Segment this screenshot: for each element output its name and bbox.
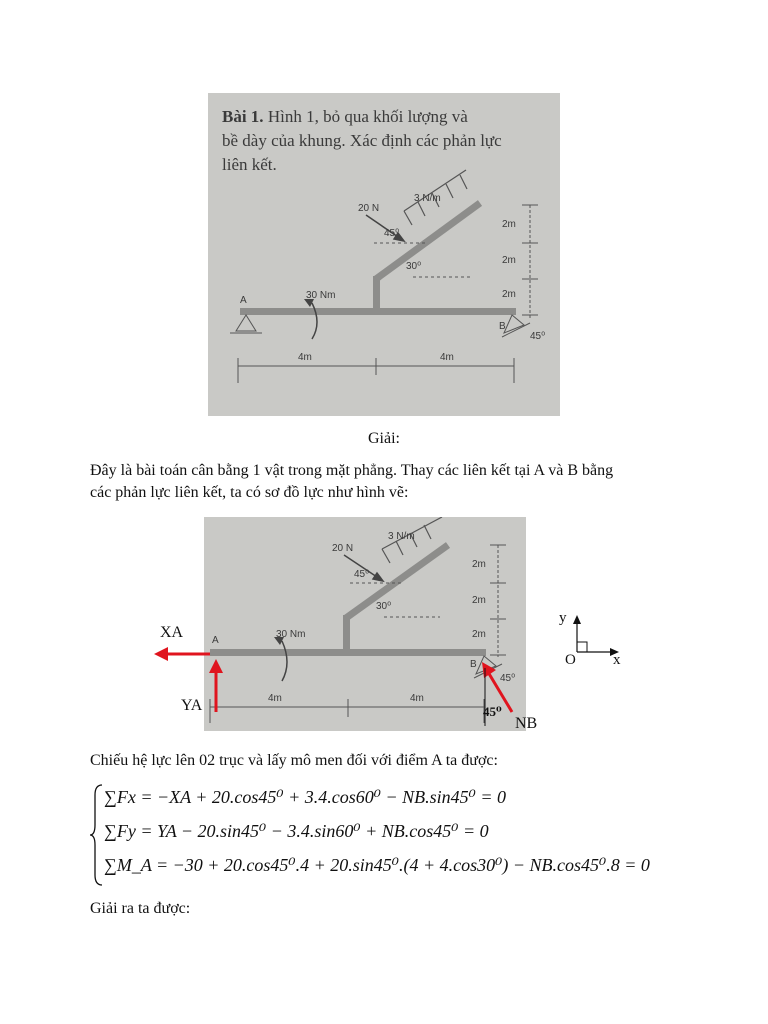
axis-y-label: y [559, 610, 567, 626]
coordinate-axes [559, 610, 625, 670]
projection-text: Chiếu hệ lực lên 02 trục và lấy mô men đối với điểm A ta được: [90, 752, 498, 769]
height-label-1: 2m [472, 559, 486, 570]
span-right-label: 4m [410, 693, 424, 704]
equation-system [90, 783, 730, 887]
height-label-2: 2m [502, 255, 516, 266]
xa-label: XA [160, 624, 184, 641]
xa-arrow [154, 647, 210, 661]
solution-heading: Giải: [368, 430, 400, 447]
angle-30-label: 30⁰ [376, 601, 392, 612]
result-text: Giải ra ta được: [90, 900, 191, 917]
equation-sum-fx: ∑Fx = −XA + 20.cos45⁰ + 3.4.cos60⁰ − NB.sin45⁰ = 0 [104, 787, 507, 807]
angle-45-label: 45⁰ [384, 228, 400, 239]
distributed-load-label: 3 N/m [414, 193, 441, 204]
left-brace [90, 783, 104, 887]
problem-statement-line1: Hình 1, bỏ qua khối lượng và [263, 107, 468, 126]
span-left-label: 4m [298, 352, 312, 363]
point-a-label: A [240, 295, 247, 306]
span-right-label: 4m [440, 352, 454, 363]
equation-sum-moment-a: ∑M_A = −30 + 20.cos45⁰.4 + 20.sin45⁰.(4 + 4.cos30⁰) − NB.cos45⁰.8 = 0 [104, 855, 650, 875]
problem-statement-line3: liên kết. [222, 155, 277, 174]
moment-label: 30 Nm [306, 290, 336, 301]
point-a-label: A [212, 635, 219, 646]
ya-arrow [209, 659, 223, 712]
origin-label: O [565, 652, 576, 668]
nb-label: NB [515, 715, 538, 732]
height-label-2: 2m [472, 595, 486, 606]
height-label-1: 2m [502, 219, 516, 230]
support-angle-label: 45⁰ [500, 673, 516, 684]
problem-number: Bài 1. [222, 107, 264, 126]
point-b-label: B [470, 659, 477, 670]
point-b-label: B [499, 321, 506, 332]
intro-line-1: Đây là bài toán cân bằng 1 vật trong mặt phẳng. Thay các liên kết tại A và B bằng [90, 462, 614, 479]
nb-angle-label: 45⁰ [483, 704, 502, 719]
ya-label: YA [181, 697, 203, 714]
support-angle-label: 45⁰ [530, 331, 546, 342]
moment-label: 30 Nm [276, 629, 306, 640]
axis-x-label: x [613, 652, 621, 668]
distributed-load-label: 3 N/m [388, 531, 415, 542]
angle-30-label: 30⁰ [406, 261, 422, 272]
height-label-3: 2m [502, 289, 516, 300]
equation-sum-fy: ∑Fy = YA − 20.sin45⁰ − 3.4.sin60⁰ + NB.cos45⁰ = 0 [104, 821, 489, 841]
force-20n-label: 20 N [358, 203, 380, 214]
height-label-3: 2m [472, 629, 486, 640]
force-20n-label: 20 N [332, 543, 354, 554]
span-left-label: 4m [268, 693, 282, 704]
problem-statement-line2: bề dày của khung. Xác định các phản lực [222, 131, 502, 150]
intro-line-2: các phản lực liên kết, ta có sơ đồ lực như hình vẽ: [90, 484, 409, 501]
angle-45-label: 45⁰ [354, 569, 370, 580]
